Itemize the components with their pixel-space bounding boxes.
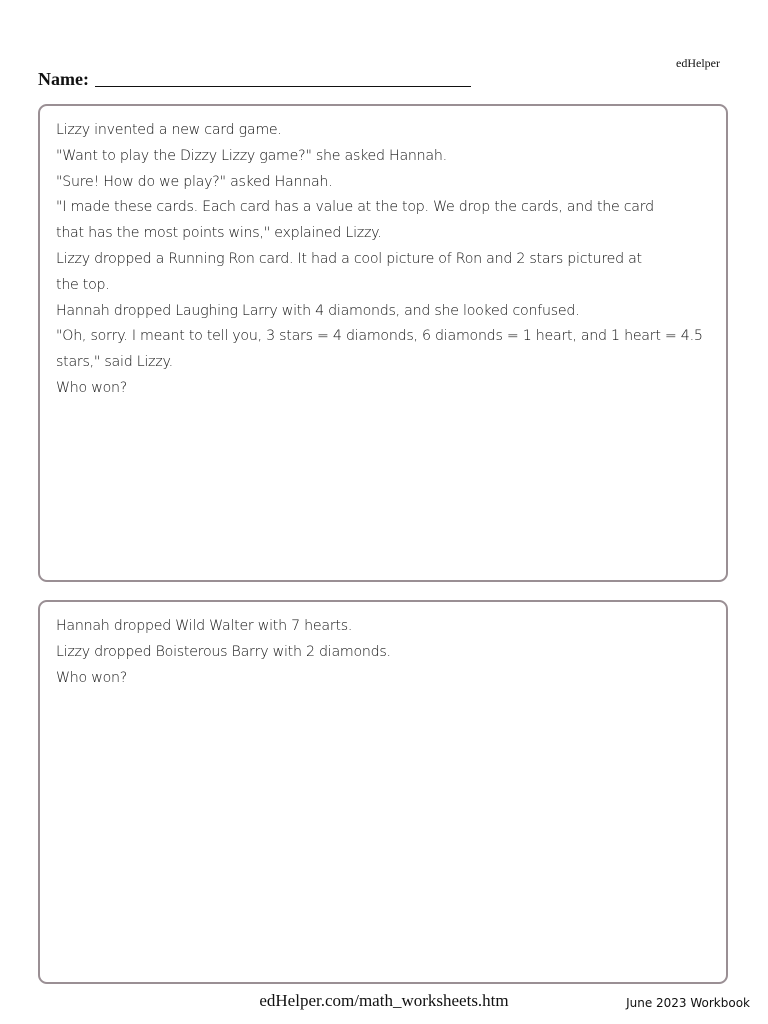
problem-1-line: "Oh, sorry. I meant to tell you, 3 stars = 4 diamonds, 6 diamonds = 1 heart, and 1 heart = 4.5: [56, 328, 703, 345]
problem-2-question: Who won?: [56, 669, 128, 686]
problem-1-line: stars," said Lizzy.: [56, 354, 173, 371]
name-row: [38, 68, 471, 90]
footer-url: edHelper.com/math_worksheets.htm: [259, 991, 509, 1010]
problem-box-1: [38, 104, 728, 582]
problem-1-line: Lizzy invented a new card game.: [56, 122, 282, 138]
problem-1-line: Lizzy dropped a Running Ron card. It had a cool picture of Ron and 2 stars pictured at: [56, 250, 642, 267]
name-label: Name:: [38, 69, 89, 89]
problem-box-2: [38, 600, 728, 984]
problem-1-question: Who won?: [56, 379, 128, 396]
problem-1-line: "Sure! How do we play?" asked Hannah.: [56, 173, 333, 190]
problem-1-line: the top.: [56, 276, 110, 293]
problem-1-line: "I made these cards. Each card has a value at the top. We drop the cards, and the card: [56, 199, 654, 216]
brand-label: edHelper: [676, 56, 720, 70]
footer-workbook-label: June 2023 Workbook: [626, 996, 750, 1010]
problem-2-line: Lizzy dropped Boisterous Barry with 2 diamonds.: [56, 643, 391, 660]
problem-1-line: "Want to play the Dizzy Lizzy game?" she asked Hannah.: [56, 147, 447, 164]
problem-1-line: Hannah dropped Laughing Larry with 4 diamonds, and she looked confused.: [56, 302, 580, 319]
name-blank-line: [95, 85, 471, 87]
problem-1-line: that has the most points wins," explained Lizzy.: [56, 225, 382, 242]
problem-2-line: Hannah dropped Wild Walter with 7 hearts.: [56, 618, 353, 634]
